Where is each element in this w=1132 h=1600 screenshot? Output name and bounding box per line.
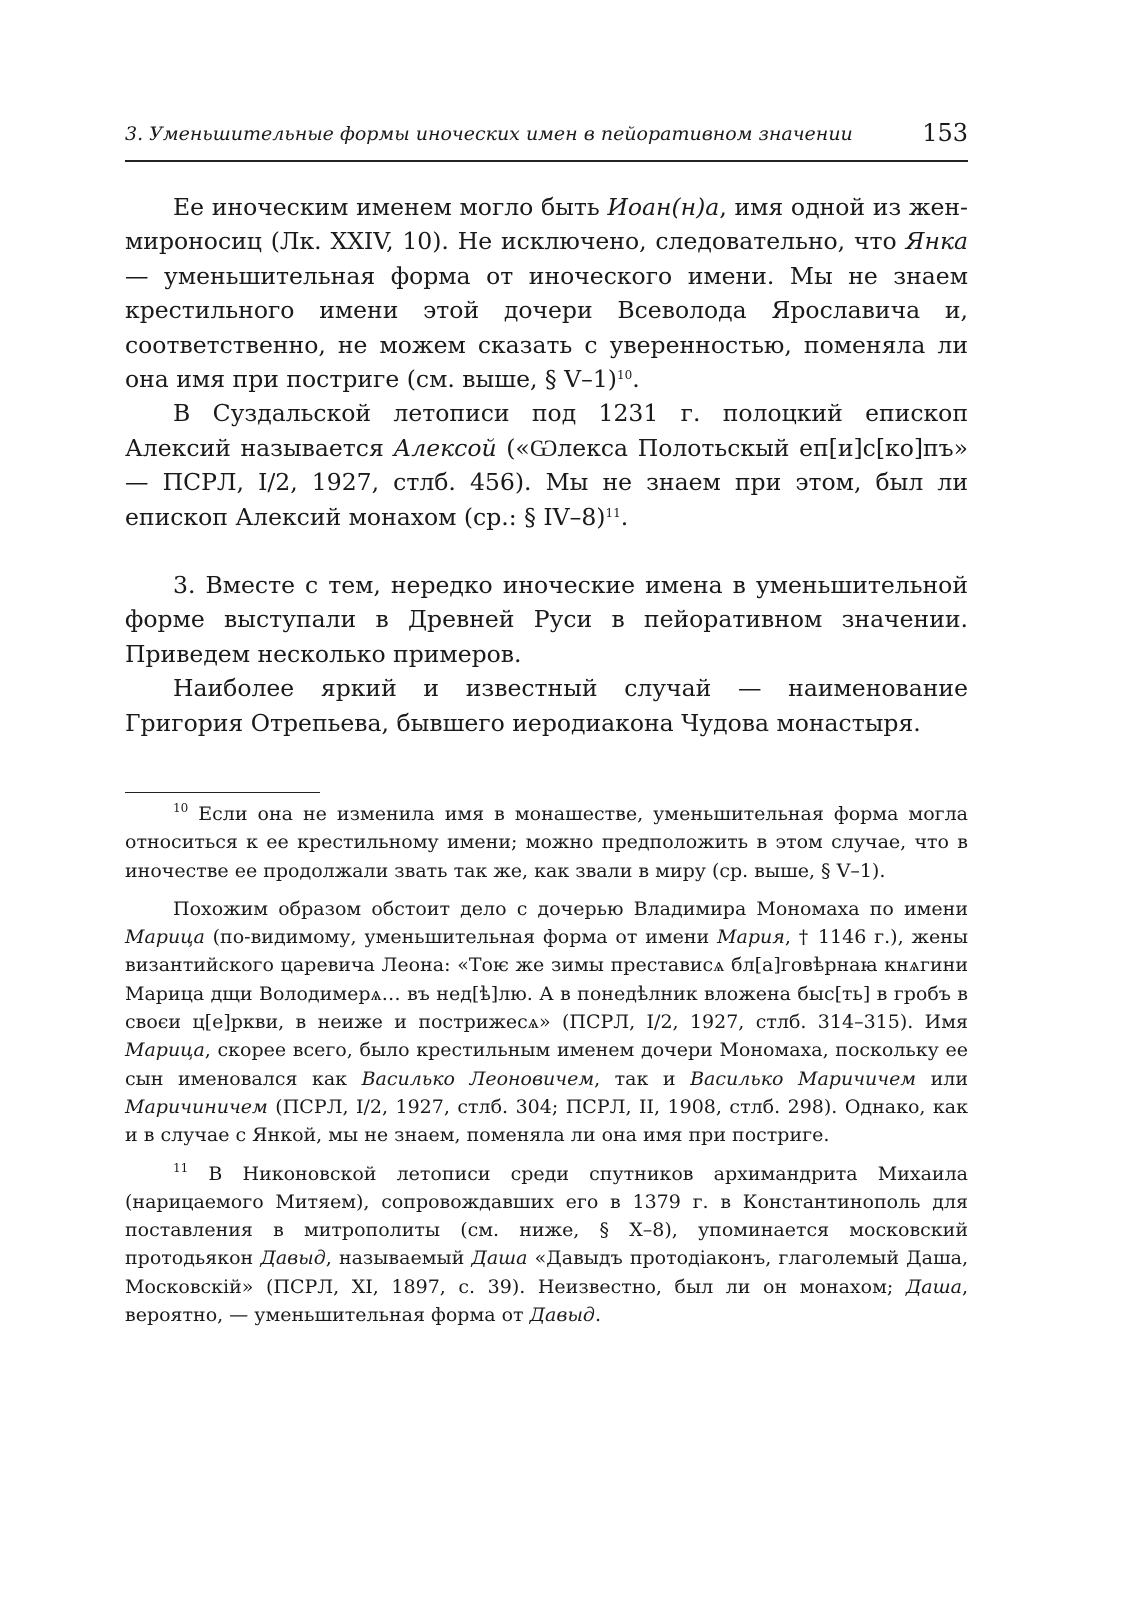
- text-run: или: [916, 1067, 968, 1090]
- text-run: .: [632, 365, 640, 394]
- text-run: , называемый: [325, 1247, 472, 1270]
- paragraph-2: [125, 396, 968, 534]
- paragraph-4: Наиболее яркий и известный случай — наименование Григория Отрепьева, бывшего иеродиакона Чудова монастыря.: [125, 674, 968, 737]
- page-number: 153: [922, 119, 968, 147]
- paragraph-3: 3. Вместе с тем, нередко иноческие имена в уменьшительной форме выступали в Древней Руси в пейоративном значении. Приведем несколько примеров.: [125, 571, 968, 668]
- paragraph-1: [125, 190, 968, 396]
- footnote-ref-11[interactable]: 11: [605, 505, 621, 520]
- footnote-mark: 10: [173, 801, 189, 815]
- footnote-mark: 11: [173, 1160, 189, 1175]
- text-run: , скорее всего, было крестильным именем дочери Мономаха, поскольку ее сын именовался как: [125, 1039, 968, 1090]
- footnotes: [125, 800, 968, 1329]
- text-run: , вероятно, — уменьшительная форма от: [125, 1275, 968, 1327]
- footnote-divider: [125, 792, 320, 793]
- text-run: , имя одной из жен-мироносиц (Лк. XXIV, 10). Не исключено, следовательно, что: [125, 193, 968, 256]
- italic-name: Мария: [717, 926, 785, 949]
- text-run: — уменьшительная форма от иноческого имени. Мы не знаем крестильного имени этой дочери Всеволода Ярославича и, соответственно, не можем сказать с уверенностью, поменяла ли она имя при постриге (см. выше, § V–1): [125, 261, 968, 394]
- text-run: (по-видимому, уменьшительная форма от имени: [204, 926, 718, 949]
- italic-name: Марица: [125, 1039, 205, 1062]
- text-run: Похожим образом обстоит дело с дочерью Владимира Мономаха по имени: [173, 897, 968, 920]
- footnote-10-continuation: [125, 895, 968, 1150]
- running-title: 3. Уменьшительные формы иноческих имен в пейоративном значении: [125, 123, 853, 145]
- text-run: , † 1146 г.), жены византийского царевича Леона: «Тоѥ же зимы престависѧ бл[а]говѣрнаꙗ кнѧгини Марица дщи Володимерѧ… въ нед[ѣ]лю. А в понедѣлник вложена быс[ть] в гробъ в своєи ц[е]ркви, в неиже и пострижесѧ» (ПСРЛ, I/2, 1927, стлб. 314–315). Имя: [125, 926, 968, 1034]
- text-run: («Ѡлекса Полотьскый еп[и]с[ко]пъ» — ПСРЛ, I/2, 1927, стлб. 456). Мы не знаем при этом, был ли епископ Алексий монахом (ср.: § IV–8): [125, 433, 968, 531]
- footnote-11: [125, 1160, 968, 1330]
- italic-name: Давыд: [260, 1247, 326, 1270]
- italic-name: Марица: [125, 926, 205, 949]
- italic-name: Алексой: [393, 433, 497, 462]
- text-run: .: [594, 1304, 602, 1327]
- italic-name: Даша: [905, 1275, 962, 1298]
- main-text: [125, 190, 968, 740]
- italic-name: Даша: [471, 1247, 528, 1270]
- text-run: (ПСРЛ, I/2, 1927, стлб. 304; ПСРЛ, II, 1908, стлб. 298). Однако, как и в случае с Янкой, мы не знаем, поменяла ли она имя при постриге.: [125, 1095, 968, 1147]
- italic-name: Янка: [905, 227, 968, 256]
- footnote-ref-10[interactable]: 10: [616, 368, 633, 383]
- italic-name: Давыд: [529, 1304, 595, 1327]
- text-run: В Никоновской летописи среди спутников архимандрита Михаила (нарицаемого Митяем), сопровождавших его в 1379 г. в Константинополь для поставления в митрополиты (см. ниже, § X–8), упоминается московский протодьякон: [125, 1162, 968, 1270]
- running-header: [125, 120, 968, 162]
- italic-name: Иоан(н)а: [607, 193, 720, 221]
- italic-name: Василько Леоновичем: [361, 1067, 595, 1090]
- text-run: В Суздальской летописи под 1231 г. полоцкий епископ Алексий называется: [125, 399, 968, 462]
- italic-name: Василько Маричичем: [690, 1067, 917, 1090]
- text-run: .: [620, 502, 629, 531]
- footnote-10: [125, 800, 968, 885]
- text-run: «Давыдъ протодіаконъ, глаголемый Даша, Московскій» (ПСРЛ, XI, 1897, с. 39). Неизвестно, был ли он монахом;: [125, 1247, 968, 1298]
- text-run: , так и: [594, 1067, 691, 1090]
- italic-name: Маричиничем: [125, 1095, 268, 1118]
- text-run: Ее иноческим именем могло быть: [173, 193, 608, 221]
- text-run: Если она не изменила имя в монашестве, уменьшительная форма могла относиться к ее крестильному имени; можно предположить в этом случае, что в иночестве ее продолжали звать так же, как звали в миру (ср. выше, § V–1).: [125, 803, 968, 882]
